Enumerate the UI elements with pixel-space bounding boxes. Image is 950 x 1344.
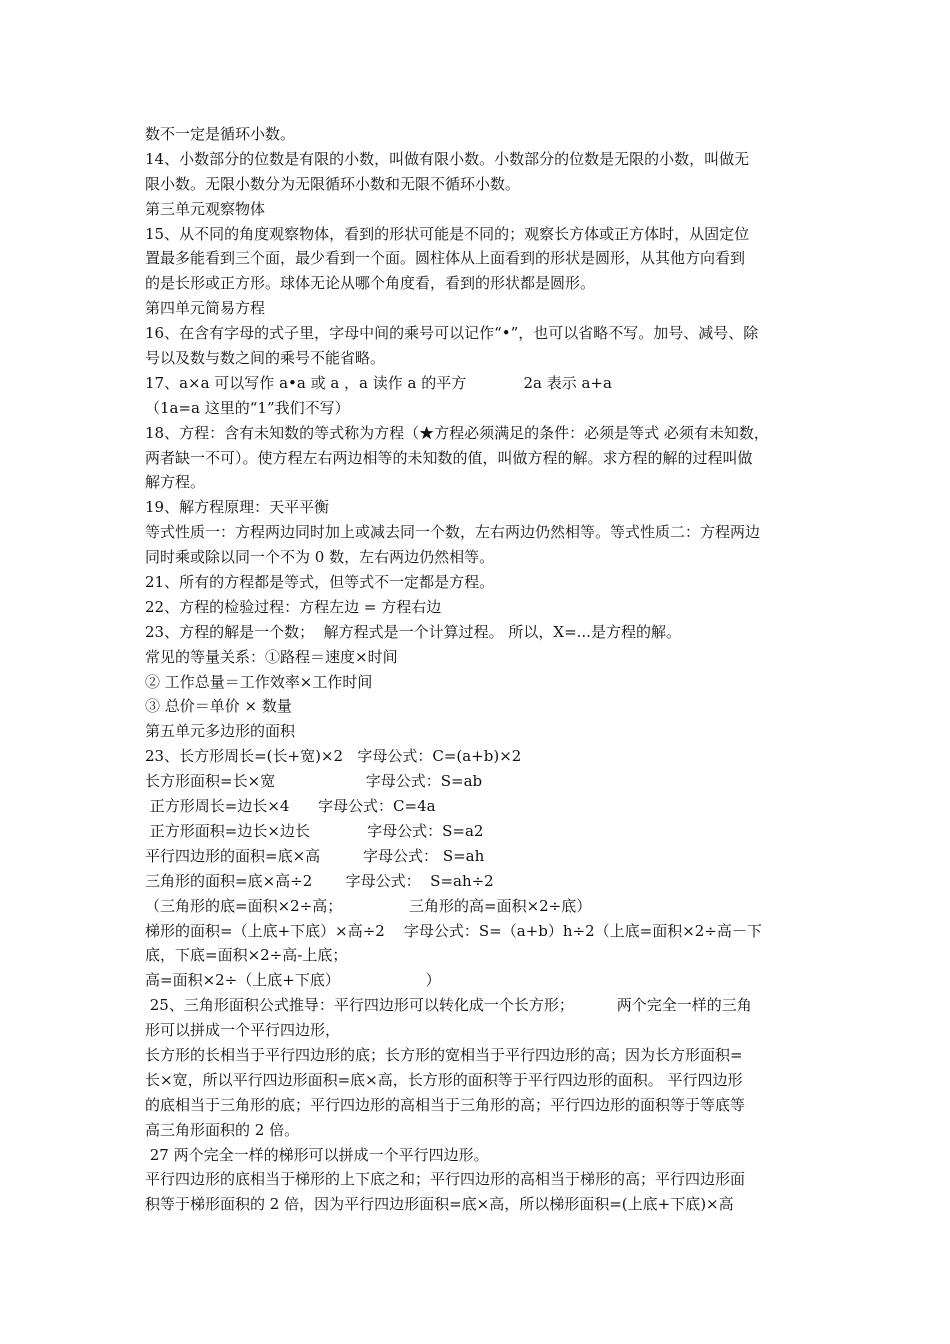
text-line: ② 工作总量＝工作效率×工作时间 bbox=[145, 672, 373, 691]
text-line: 常见的等量关系：①路程＝速度×时间 bbox=[145, 647, 398, 666]
text-line: 解方程。 bbox=[145, 473, 206, 492]
text-line: 置最多能看到三个面，最少看到一个面。圆柱体从上面看到的形状是圆形，从其他方向看到 bbox=[145, 249, 746, 268]
text-line: 长方形的长相当于平行四边形的底；长方形的宽相当于平行四边形的高；因为长方形面积= bbox=[145, 1045, 743, 1064]
item-14: 14、小数部分的位数是有限的小数，叫做有限小数。小数部分的位数是无限的小数，叫做无 bbox=[145, 149, 750, 168]
text-line: 的底相当于三角形的底；平行四边形的高相当于三角形的高；平行四边形的面积等于等底等 bbox=[145, 1095, 746, 1114]
formula-line: 正方形面积=边长×边长 字母公式：S=a2 bbox=[145, 821, 484, 840]
text-line: 高三角形面积的 2 倍。 bbox=[145, 1120, 300, 1139]
text-line: （1a=a 这里的“1”我们不写） bbox=[145, 398, 350, 417]
text-line: 号以及数与数之间的乘号不能省略。 bbox=[145, 349, 386, 368]
item-23: 23、方程的解是一个数； 解方程式是一个计算过程。 所以，X=...是方程的解。 bbox=[145, 622, 681, 641]
item-27: 27 两个完全一样的梯形可以拼成一个平行四边形。 bbox=[145, 1145, 489, 1164]
formula-line: 底，下底=面积×2÷高-上底； bbox=[145, 946, 348, 965]
text-line: 积等于梯形面积的 2 倍，因为平行四边形面积=底×高，所以梯形面积=(上底+下底)×高 bbox=[145, 1195, 734, 1214]
document-page bbox=[145, 122, 813, 1217]
formula-line: 梯形的面积=（上底+下底）×高÷2 字母公式：S=（a+b）h÷2（上底=面积×2÷高－下 bbox=[145, 921, 762, 940]
text-line: 数不一定是循环小数。 bbox=[145, 125, 296, 143]
formula-line: 三角形的面积=底×高÷2 字母公式： S=ah÷2 bbox=[145, 871, 494, 890]
formula-line: 长方形面积=长×宽 字母公式：S=ab bbox=[145, 772, 483, 791]
unit-3-heading: 第三单元观察物体 bbox=[145, 199, 266, 218]
text-line: 限小数。无限小数分为无限循环小数和无限不循环小数。 bbox=[145, 174, 521, 193]
unit-5-heading: 第五单元多边形的面积 bbox=[145, 722, 296, 741]
text-line: 平行四边形的底相当于梯形的上下底之和；平行四边形的高相当于梯形的高；平行四边形面 bbox=[145, 1170, 746, 1189]
formula-line: 高=面积×2÷（上底+下底） ） bbox=[145, 971, 441, 990]
text-line: 等式性质一：方程两边同时加上或减去同一个数，左右两边仍然相等。等式性质二：方程两边 bbox=[145, 523, 761, 542]
formula-line: （三角形的底=面积×2÷高； 三角形的高=面积×2÷底） bbox=[145, 896, 592, 915]
item-17: 17、a×a 可以写作 a•a 或 a ，a 读作 a 的平方 2a 表示 a+a bbox=[145, 373, 612, 392]
formula-line: 平行四边形的面积=底×高 字母公式： S=ah bbox=[145, 846, 485, 865]
item-15: 15、从不同的角度观察物体，看到的形状可能是不同的；观察长方体或正方体时，从固定位 bbox=[145, 224, 750, 243]
formula-line: 23、长方形周长=(长+宽)×2 字母公式：C=(a+b)×2 bbox=[145, 747, 522, 766]
item-16: 16、在含有字母的式子里，字母中间的乘号可以记作“•”，也可以省略不写。加号、减号、除 bbox=[145, 324, 759, 343]
text-line: 长×宽，所以平行四边形面积=底×高，长方形的面积等于平行四边形的面积。 平行四边形 bbox=[145, 1070, 743, 1089]
text-line: ③ 总价＝单价 × 数量 bbox=[145, 697, 292, 716]
item-25: 25、三角形面积公式推导：平行四边形可以转化成一个长方形； 两个完全一样的三角 bbox=[145, 996, 752, 1015]
text-line: 两者缺一不可）。使方程左右两边相等的未知数的值，叫做方程的解。求方程的解的过程叫做 bbox=[145, 448, 753, 467]
item-19: 19、解方程原理：天平平衡 bbox=[145, 498, 330, 517]
item-22: 22、方程的检验过程：方程左边 = 方程右边 bbox=[145, 597, 442, 616]
item-21: 21、所有的方程都是等式，但等式不一定都是方程。 bbox=[145, 573, 495, 592]
formula-line: 正方形周长=边长×4 字母公式：C=4a bbox=[145, 797, 436, 816]
unit-4-heading: 第四单元简易方程 bbox=[145, 299, 266, 318]
text-line: 形可以拼成一个平行四边形， bbox=[145, 1021, 341, 1040]
text-line: 同时乘或除以同一个不为 0 数，左右两边仍然相等。 bbox=[145, 548, 495, 567]
text-line: 的是长形或正方形。球体无论从哪个角度看，看到的形状都是圆形。 bbox=[145, 274, 596, 293]
item-18: 18、方程：含有未知数的等式称为方程（★方程必须满足的条件：必须是等式 必须有未知数， bbox=[145, 423, 769, 442]
